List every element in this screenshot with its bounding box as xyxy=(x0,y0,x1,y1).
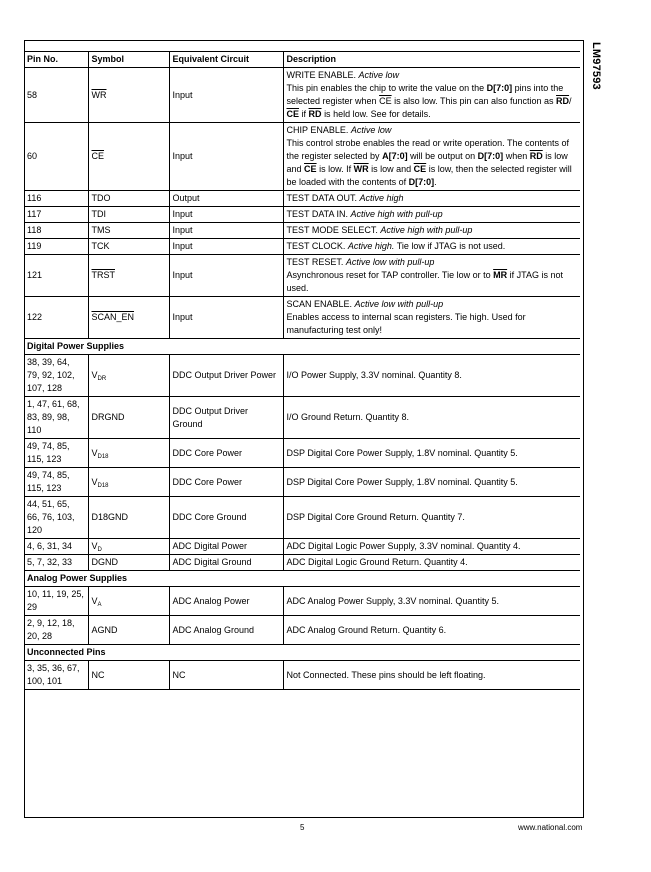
table-row: 5, 7, 32, 33 DGND ADC Digital Ground ADC Digital Logic Ground Return. Quantity 4. xyxy=(24,555,580,571)
table-row: 1, 47, 61, 68, 83, 89, 98, 110 DRGND DDC Output Driver Ground I/O Ground Return. Quantity 8. xyxy=(24,397,580,439)
table-row: 119 TCK Input TEST CLOCK. Active high. Tie low if JTAG is not used. xyxy=(24,239,580,255)
table-row: 118 TMS Input TEST MODE SELECT. Active high with pull-up xyxy=(24,223,580,239)
section-header-digital: Digital Power Supplies xyxy=(24,339,580,355)
section-header-unconnected: Unconnected Pins xyxy=(24,645,580,661)
table-row: 3, 35, 36, 67, 100, 101 NC NC Not Connected. These pins should be left floating. xyxy=(24,661,580,690)
table-row: 122 SCAN_EN Input SCAN ENABLE. Active low with pull-up Enables access to internal scan registers. Tie high. Used for manufacturing test only! xyxy=(24,297,580,339)
header-symbol: Symbol xyxy=(88,52,169,68)
header-circuit: Equivalent Circuit xyxy=(169,52,283,68)
footer-url: www.national.com xyxy=(518,823,583,832)
side-title: LM97593 xyxy=(590,42,602,90)
description: WRITE ENABLE. Active low This pin enables the chip to write the value on the D[7:0] pins into the selected register when $\overline{CE}$ is also low. This pin can also function as $\overline{RD}/$ $\overline{CE}$ if $\overline{RD}$ is held low. See for details. xyxy=(283,68,580,123)
table-row: 44, 51, 65, 66, 76, 103, 120 D18GND DDC Core Ground DSP Digital Core Ground Return. Quantity 7. xyxy=(24,497,580,539)
table-row: 10, 11, 19, 25, 29 $V_A$ ADC Analog Power ADC Analog Power Supply, 3.3V nominal. Quantity 5. xyxy=(24,587,580,616)
table-row: 38, 39, 64, 79, 92, 102, 107, 128 $V_{DR}$ DDC Output Driver Power I/O Power Supply, 3.3V nominal. Quantity 8. xyxy=(24,355,580,397)
table-row: 4, 6, 31, 34 $V_D$ ADC Digital Power ADC Digital Logic Power Supply, 3.3V nominal. Quantity 4. xyxy=(24,539,580,555)
description: CHIP ENABLE. Active low This control strobe enables the read or write operation. The contents of the register selected by A[7:0] will be output on D[7:0] when $\overline{RD}$ is low and $\overline{CE}$ is low. If $\overline{WR}$ is low and $\overline{CE}$ is low, then the selected register will be loaded with the contents of D[7:0]. xyxy=(283,123,580,191)
header-description: Description xyxy=(283,52,580,68)
table-header-row xyxy=(24,52,580,68)
table-row: 2, 9, 12, 18, 20, 28 AGND ADC Analog Ground ADC Analog Ground Return. Quantity 6. xyxy=(24,616,580,645)
pin-description-table xyxy=(24,51,580,690)
table-row: 117 TDI Input TEST DATA IN. Active high with pull-up xyxy=(24,207,580,223)
section-header-analog: Analog Power Supplies xyxy=(24,571,580,587)
page-number: 5 xyxy=(300,823,305,832)
table-row: 60 $\overline{CE}$ Input CHIP ENABLE. Active low This control strobe enables the read or write operation. The contents of the register selected by A[7:0] will be output on D[7:0] when $\overline{RD}$ is low and $\overline{CE}$ is low. If $\overline{WR}$ is low and $\overline{CE}$ is low, then the selected register will be loaded with the contents of D[7:0]. xyxy=(24,123,580,191)
table-row: 58 $\overline{WR}$ Input WRITE ENABLE. Active low This pin enables the chip to write the value on the D[7:0] pins into the selected register when $\overline{CE}$ is also low. This pin can also function as $\overline{RD}/$ $\overline{CE}$ if $\overline{RD}$ is held low. See for details. xyxy=(24,68,580,123)
table-row: 121 TRST Input TEST RESET. Active low with pull-up Asynchronous reset for TAP controller. Tie low or to $\overline{MR}$ if JTAG is not used. xyxy=(24,255,580,297)
table-row: 49, 74, 85, 115, 123 $V_{D18}$ DDC Core Power DSP Digital Core Power Supply, 1.8V nominal. Quantity 5. xyxy=(24,468,580,497)
header-pin-no: Pin No. xyxy=(24,52,88,68)
table-row: 116 TDO Output TEST DATA OUT. Active high xyxy=(24,191,580,207)
table-row: 49, 74, 85, 115, 123 $V_{D18}$ DDC Core Power DSP Digital Core Power Supply, 1.8V nominal. Quantity 5. xyxy=(24,439,580,468)
